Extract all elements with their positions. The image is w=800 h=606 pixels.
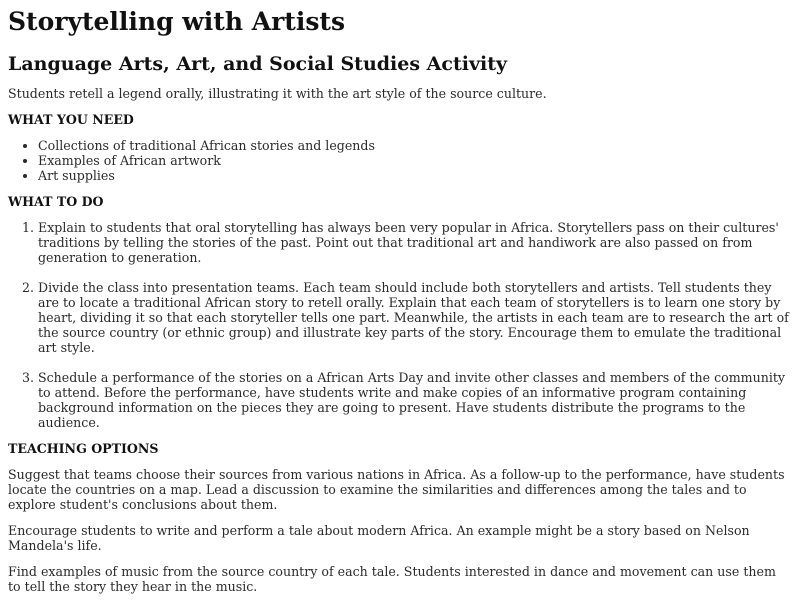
list-item: • Art supplies [38,168,792,183]
page-title: Storytelling with Artists [8,7,346,36]
step-item: 1. Explain to students that oral storytelling has always been very popular in Africa. Storytellers pass on their cultures' traditions by telling the stories of the past. Point out that traditional art and handiwork are also passed on from generation to generation. [38,220,792,265]
materials-list [8,138,792,183]
list-item: • Collections of traditional African stories and legends [38,138,792,153]
step-item: 3. Schedule a performance of the stories on a African Arts Day and invite other classes and members of the community to attend. Before the performance, have students write and make copies of an informative program containing background information on the pieces they are going to present. Have students distribute the programs to the audience. [38,370,792,430]
teaching-option-paragraph: Suggest that teams choose their sources from various nations in Africa. As a follow-up to the performance, have students locate the countries on a map. Lead a discussion to examine the similarities and differences among the tales and to explore student's conclusions about them. [8,467,785,512]
steps-list [8,220,792,430]
section-heading-what-to-do: WHAT TO DO [8,194,104,209]
section-heading-what-you-need: WHAT YOU NEED [8,112,134,127]
section-heading-teaching-options: TEACHING OPTIONS [8,441,159,456]
list-item: • Examples of African artwork [38,153,792,168]
intro-paragraph: Students retell a legend orally, illustrating it with the art style of the source culture. [8,86,547,101]
teaching-option-paragraph: Encourage students to write and perform a tale about modern Africa. An example might be a story based on Nelson Mandela's life. [8,523,750,553]
step-item: 2. Divide the class into presentation teams. Each team should include both storytellers and artists. Tell students they are to locate a traditional African story to retell orally. Explain that each team of storytellers is to learn one story by heart, dividing it so that each storyteller tells one part. Meanwhile, the artists in each team are to research the art of the source country (or ethnic group) and illustrate key parts of the story. Encourage them to emulate the traditional art style. [38,280,792,355]
document-page [0,6,800,594]
teaching-option-paragraph: Find examples of music from the source country of each tale. Students interested in dance and movement can use them to tell the story they hear in the music. [8,564,776,594]
page-subtitle: Language Arts, Art, and Social Studies Activity [8,53,508,75]
